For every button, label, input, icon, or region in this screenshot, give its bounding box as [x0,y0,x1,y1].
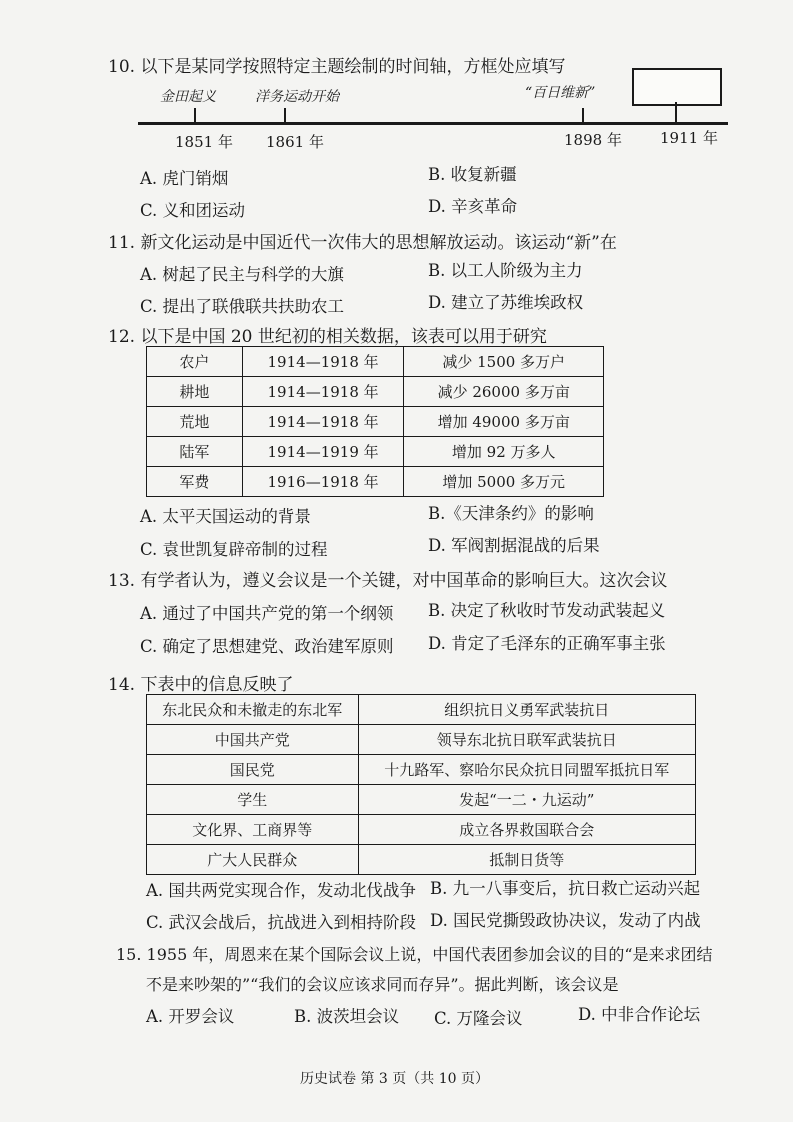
table-cell: 1916—1918 年 [242,467,404,497]
timeline-axis [138,122,728,125]
question-14-option-d: D. 国民党撕毁政协决议，发动了内战 [430,911,701,930]
table-row [147,437,604,467]
table-cell: 增加 49000 多万亩 [404,407,604,437]
table-cell: 东北民众和未撤走的东北军 [147,695,359,725]
table-cell: 成立各界救国联合会 [358,815,695,845]
table-cell: 组织抗日义勇军武装抗日 [358,695,695,725]
table-row [147,845,696,875]
table-row [147,377,604,407]
question-10-option-a: A. 虎门销烟 [140,169,229,188]
question-12-option-a: A. 太平天国运动的背景 [140,507,311,526]
timeline-year-1911: 1911 年 [660,129,718,147]
question-15-stem-line-2: 不是来吵架的”“我们的会议应该求同而存异”。据此判断，该会议是 [146,975,619,994]
timeline-event-2: 洋务运动开始 [255,89,339,105]
table-cell: 1914—1918 年 [242,347,404,377]
timeline-year-1861: 1861 年 [266,133,324,151]
table-cell: 增加 92 万多人 [404,437,604,467]
table-cell: 农户 [147,347,243,377]
table-cell: 广大人民群众 [147,845,359,875]
table-cell: 中国共产党 [147,725,359,755]
table-cell: 减少 26000 多万亩 [404,377,604,407]
question-11-stem: 11. 新文化运动是中国近代一次伟大的思想解放运动。该运动“新”在 [108,233,617,253]
question-13-stem: 13. 有学者认为，遵义会议是一个关键，对中国革命的影响巨大。这次会议 [108,571,668,591]
question-13-option-c: C. 确定了思想建党、政治建军原则 [140,637,394,656]
question-12-table [146,346,604,497]
timeline-event-3: “百日维新” [525,85,596,101]
question-15-option-d: D. 中非合作论坛 [578,1005,701,1024]
table-cell: 十九路军、察哈尔民众抗日同盟军抵抗日军 [358,755,695,785]
table-cell: 发起“一二・九运动” [358,785,695,815]
question-11-option-a: A. 树起了民主与科学的大旗 [140,265,344,284]
question-15-option-c: C. 万隆会议 [434,1009,523,1028]
question-11-option-c: C. 提出了联俄联共扶助农工 [140,297,345,316]
question-10-option-d: D. 辛亥革命 [428,197,518,216]
table-row [147,407,604,437]
question-14-option-a: A. 国共两党实现合作，发动北伐战争 [146,881,416,900]
question-14-option-b: B. 九一八事变后，抗日救亡运动兴起 [430,879,701,898]
table-cell: 1914—1919 年 [242,437,404,467]
timeline-year-1851: 1851 年 [175,133,233,151]
question-13-option-a: A. 通过了中国共产党的第一个纲领 [140,604,394,623]
table-row [147,467,604,497]
table-cell: 1914—1918 年 [242,407,404,437]
timeline-event-1: 金田起义 [160,89,216,105]
question-13-option-b: B. 决定了秋收时节发动武装起义 [428,601,666,620]
table-row [147,725,696,755]
table-cell: 陆军 [147,437,243,467]
table-cell: 荒地 [147,407,243,437]
table-row [147,815,696,845]
table-cell: 学生 [147,785,359,815]
table-cell: 增加 5000 多万元 [404,467,604,497]
table-cell: 抵制日货等 [358,845,695,875]
question-10-option-b: B. 收复新疆 [428,165,517,184]
question-15-option-a: A. 开罗会议 [146,1007,235,1026]
question-11-option-d: D. 建立了苏维埃政权 [428,293,584,312]
question-14-option-c: C. 武汉会战后，抗战进入到相持阶段 [146,913,417,932]
question-14-stem: 14. 下表中的信息反映了 [108,675,294,695]
table-cell: 耕地 [147,377,243,407]
question-12-option-d: D. 军阀割据混战的后果 [428,536,600,555]
table-cell: 国民党 [147,755,359,785]
table-row [147,785,696,815]
timeline-tick-1911 [675,102,677,124]
question-12-stem: 12. 以下是中国 20 世纪初的相关数据，该表可以用于研究 [108,327,547,347]
table-row [147,347,604,377]
table-row [147,695,696,725]
table-cell: 文化界、工商界等 [147,815,359,845]
answer-blank-box [632,68,722,106]
table-cell: 领导东北抗日联军武装抗日 [358,725,695,755]
table-row [147,755,696,785]
page-footer: 历史试卷 第 3 页（共 10 页） [300,1071,489,1087]
question-10-stem: 10. 以下是某同学按照特定主题绘制的时间轴，方框处应填写 [108,57,566,77]
question-15-stem-line-1: 15. 1955 年，周恩来在某个国际会议上说，中国代表团参加会议的目的“是来求团结 [116,945,713,964]
question-15-option-b: B. 波茨坦会议 [294,1007,400,1026]
table-cell: 1914—1918 年 [242,377,404,407]
table-cell: 减少 1500 多万户 [404,347,604,377]
question-10-option-c: C. 义和团运动 [140,201,246,220]
question-12-option-b: B.《天津条约》的影响 [428,504,594,523]
question-12-option-c: C. 袁世凯复辟帝制的过程 [140,540,328,559]
table-cell: 军费 [147,467,243,497]
question-14-table [146,694,696,875]
question-11-option-b: B. 以工人阶级为主力 [428,261,583,280]
timeline-year-1898: 1898 年 [564,131,622,149]
question-13-option-d: D. 肯定了毛泽东的正确军事主张 [428,634,666,653]
